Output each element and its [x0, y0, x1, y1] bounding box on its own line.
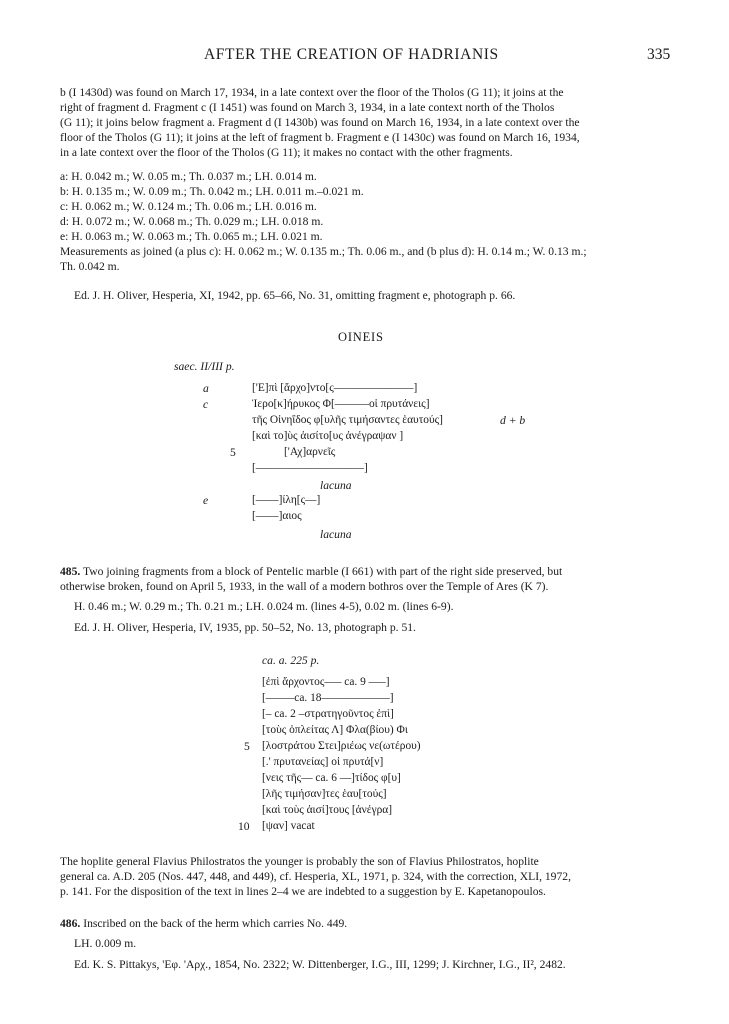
measurement-d: d: H. 0.072 m.; W. 0.068 m.; Th. 0.029 m.; LH. 0.018 m.	[60, 215, 324, 228]
intro-line-3: (G 11); it joins below fragment a. Fragment d (I 1430b) was found on March 16, 1934, in a late context over the	[60, 116, 580, 129]
date-line: ca. a. 225 p.	[262, 654, 320, 667]
page-number: 335	[647, 46, 671, 63]
line-number: 5	[244, 740, 250, 753]
inscription-line: Ἱερο[κ]ήρυκος Φ[––––––οἱ πρυτάνεις]	[252, 398, 430, 410]
joined-measurements-1: Measurements as joined (a plus c): H. 0.062 m.; W. 0.135 m.; Th. 0.06 m., and (b plus d): H. 0.14 m.; W. 0.13 m.;	[60, 245, 587, 258]
inscription-line: [––––]αιος	[252, 510, 302, 522]
commentary-line-3: p. 141. For the disposition of the text in lines 2–4 we are indebted to a suggestion by E. Kapetanopoulos.	[60, 885, 546, 898]
entry-text: Two joining fragments from a block of Pentelic marble (I 661) with part of the right side preserved, but	[83, 565, 563, 578]
entry-485-line-1	[60, 565, 562, 578]
join-label: d + b	[500, 414, 526, 427]
inscription-line: [.' πρυτανείας] οἱ πρυτά[ν]	[262, 756, 384, 768]
entry-number: 485.	[60, 565, 81, 578]
commentary-line-1: The hoplite general Flavius Philostratos the younger is probably the son of Flavius Philostratos, hoplite	[60, 855, 539, 868]
entry-486-line	[60, 917, 347, 930]
fragment-label-c: c	[203, 398, 209, 411]
entry-486-edition: Ed. K. S. Pittakys, 'Εφ. 'Αρχ., 1854, No. 2322; W. Dittenberger, I.G., III, 1299; J. Kirchner, I.G., II², 2482.	[74, 958, 566, 971]
edition-484: Ed. J. H. Oliver, Hesperia, XI, 1942, pp. 65–66, No. 31, omitting fragment e, photograph p. 66.	[74, 289, 516, 302]
intro-line-1: b (I 1430d) was found on March 17, 1934, in a late context over the floor of the Tholos (G 11); it joins at the	[60, 86, 564, 99]
intro-line-4: floor of the Tholos (G 11); it joins at the left of fragment b. Fragment e (I 1430c) was found on March 16, 1934,	[60, 131, 580, 144]
measurement-e: e: H. 0.063 m.; W. 0.063 m.; Th. 0.065 m.; LH. 0.021 m.	[60, 230, 323, 243]
inscription-line: τῆς Οἰνηΐδος φ[υλῆς τιμήσαντες ἑαυτούς]	[252, 414, 443, 426]
entry-485-edition: Ed. J. H. Oliver, Hesperia, IV, 1935, pp. 50–52, No. 13, photograph p. 51.	[74, 621, 416, 634]
inscription-line: [καὶ τοὺς ἀισί]τους [ἀνέγρα]	[262, 804, 393, 816]
date-line: saec. II/III p.	[174, 360, 235, 373]
entry-485-line-2: otherwise broken, found on April 5, 1933, in the wall of a modern bothros over the Temple of Ares (K 7).	[60, 580, 549, 593]
inscription-line: [καὶ το]ὺς ἀισίτο[υς ἀνέγραψαν ]	[252, 430, 404, 442]
measurement-a: a: H. 0.042 m.; W. 0.05 m.; Th. 0.037 m.; LH. 0.014 m.	[60, 170, 317, 183]
section-heading: OINEIS	[338, 330, 384, 344]
entry-number: 486.	[60, 917, 81, 930]
inscription-line: [νεις τῆς–– ca. 6 ––]τίδος φ[υ]	[262, 772, 401, 784]
inscription-line: [τοὺς ὁπλείτας Λ] Φλα(βίου) Φι	[262, 724, 408, 736]
intro-line-5: in a late context over the floor of the Tholos (G 11); it makes no contact with the other fragments.	[60, 146, 513, 159]
lacuna-label: lacuna	[320, 528, 352, 541]
inscription-line: [λῆς τιμήσαν]τες ἑαυ[τούς]	[262, 788, 387, 800]
measurement-b: b: H. 0.135 m.; W. 0.09 m.; Th. 0.042 m.; LH. 0.011 m.–0.021 m.	[60, 185, 364, 198]
measurement-c: c: H. 0.062 m.; W. 0.124 m.; Th. 0.06 m.; LH. 0.016 m.	[60, 200, 317, 213]
joined-measurements-2: Th. 0.042 m.	[60, 260, 120, 273]
line-number: 10	[238, 820, 250, 833]
inscription-line: [–––––ca. 18––––––––––––]	[262, 692, 394, 704]
fragment-label-e: e	[203, 494, 209, 507]
fragment-label-a: a	[203, 382, 209, 395]
inscription-line: [λοστράτου Στει]ριέως νε(ωτέρου)	[262, 740, 421, 752]
entry-485-measurements: H. 0.46 m.; W. 0.29 m.; Th. 0.21 m.; LH. 0.024 m. (lines 4-5), 0.02 m. (lines 6-9).	[74, 600, 454, 613]
inscription-line: [– ca. 2 –στρατηγοῦντος ἐπὶ]	[262, 708, 394, 720]
running-header-title: AFTER THE CREATION OF HADRIANIS	[204, 46, 499, 63]
inscription-line: ['Αχ]αρνεῖς	[284, 446, 336, 458]
inscription-line: [––––]ίλη[ς––]	[252, 494, 321, 506]
intro-line-2: right of fragment d. Fragment c (I 1451) was found on March 3, 1934, in a late context north of the Tholos	[60, 101, 555, 114]
commentary-line-2: general ca. A.D. 205 (Nos. 447, 448, and 449), cf. Hesperia, XL, 1971, p. 324, with the correction, XLI, 1972,	[60, 870, 571, 883]
inscription-line: [–––––––––––––––––––]	[252, 462, 368, 474]
line-number: 5	[230, 446, 236, 459]
inscription-line: [ἐπὶ ἄρχοντος––– ca. 9 –––]	[262, 676, 390, 688]
lacuna-label: lacuna	[320, 479, 352, 492]
inscription-line: ['Ε]πὶ [ἄρχο]ντο[ς––––––––––––––]	[252, 382, 418, 394]
inscription-line: [ψαν] vacat	[262, 820, 315, 832]
entry-text: Inscribed on the back of the herm which carries No. 449.	[83, 917, 348, 930]
entry-486-measurements: LH. 0.009 m.	[74, 937, 137, 950]
